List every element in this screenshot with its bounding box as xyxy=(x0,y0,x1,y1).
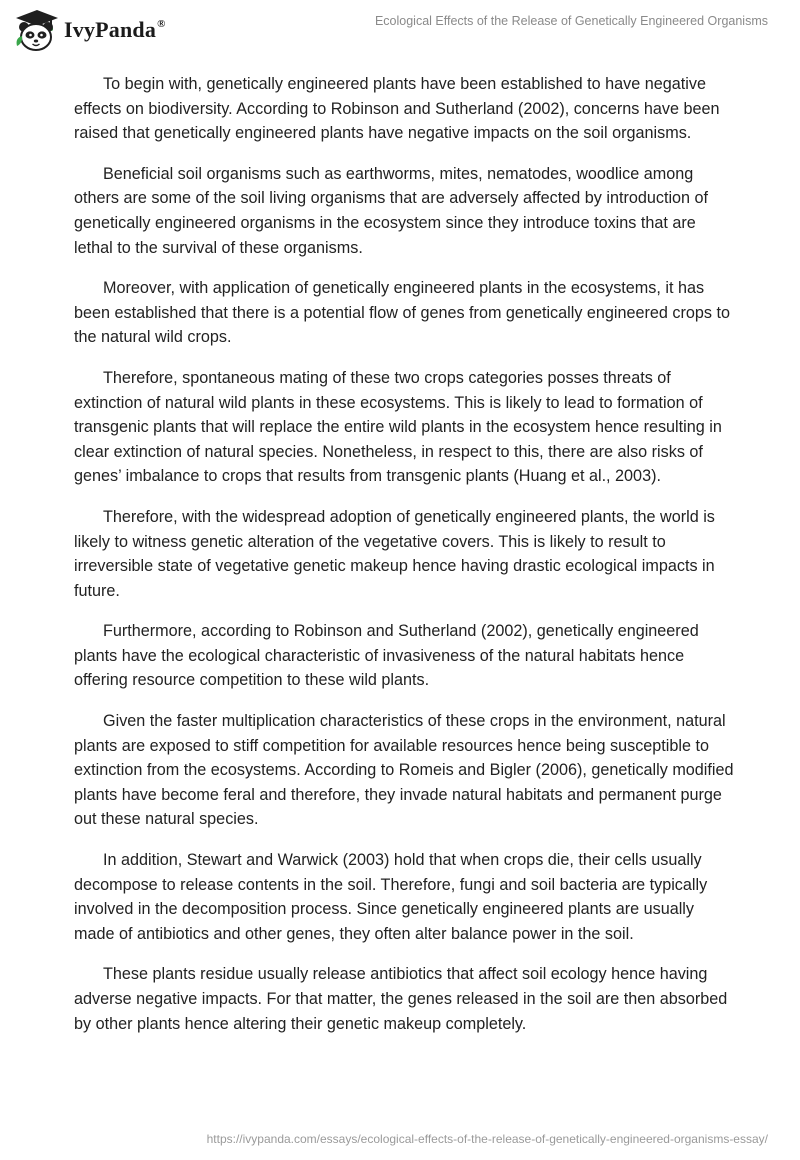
source-url[interactable]: https://ivypanda.com/essays/ecological-effects-of-the-release-of-genetically-engineered-organisms-essay/ xyxy=(206,1132,768,1146)
panda-logo-icon xyxy=(14,8,60,52)
brand-logo[interactable] xyxy=(14,8,166,52)
paragraph: These plants residue usually release antibiotics that affect soil ecology hence having adverse negative impacts. For that matter, the genes released in the soil are then absorbed by other plants hence altering their genetic makeup completely. xyxy=(74,965,728,1033)
paragraph: Moreover, with application of genetically engineered plants in the ecosystems, it has been established that there is a potential flow of genes from genetically engineered crops to the natural wild crops. xyxy=(74,279,731,347)
paragraph: Beneficial soil organisms such as earthworms, mites, nematodes, woodlice among others are some of the soil living organisms that are adversely affected by introduction of genetically engineered organisms in the ecosystem since they introduce toxins that are lethal to the survival of these organisms. xyxy=(74,164,709,257)
paragraph: Therefore, spontaneous mating of these two crops categories posses threats of extinction of natural wild plants in these ecosystems. This is likely to lead to formation of transgenic plants that will replace the entire wild plants in the ecosystem hence resulting in clear extinction of natural species. Nonetheless, in respect to this, there are also risks of genes’ imbalance to crops that results from transgenic plants (Huang et al., 2003). xyxy=(74,368,722,486)
registered-mark: ® xyxy=(157,18,166,30)
paragraph: To begin with, genetically engineered plants have been established to have negative effects on biodiversity. According to Robinson and Sutherland (2002), concerns have been raised that genetically engineered plants have negative impacts on the soil organisms. xyxy=(74,75,720,143)
brand-name: IvyPanda® xyxy=(64,17,166,42)
page-header xyxy=(0,0,800,60)
essay-body xyxy=(74,72,734,1052)
document-title: Ecological Effects of the Release of Genetically Engineered Organisms xyxy=(374,14,768,28)
paragraph: Given the faster multiplication characteristics of these crops in the environment, natural plants are exposed to stiff competition for available resources hence being susceptible to extinction from the ecosystems. According to Romeis and Bigler (2006), genetically modified plants have become feral and therefore, they invade natural habitats and permanent purge out these natural species. xyxy=(74,712,734,829)
paragraph: Furthermore, according to Robinson and Sutherland (2002), genetically engineered plants have the ecological characteristic of invasiveness of the natural habitats hence offering resource competition to these wild plants. xyxy=(74,622,699,690)
paragraph: In addition, Stewart and Warwick (2003) hold that when crops die, their cells usually decompose to release contents in the soil. Therefore, fungi and soil bacteria are typically involved in the decomposition process. Since genetically engineered plants are usually made of antibiotics and other genes, they often alter balance power in the soil. xyxy=(74,851,708,943)
paragraph: Therefore, with the widespread adoption of genetically engineered plants, the world is likely to witness genetic alteration of the vegetative covers. This is likely to result to irreversible state of vegetative genetic makeup hence having drastic ecological impacts in future. xyxy=(74,507,715,600)
